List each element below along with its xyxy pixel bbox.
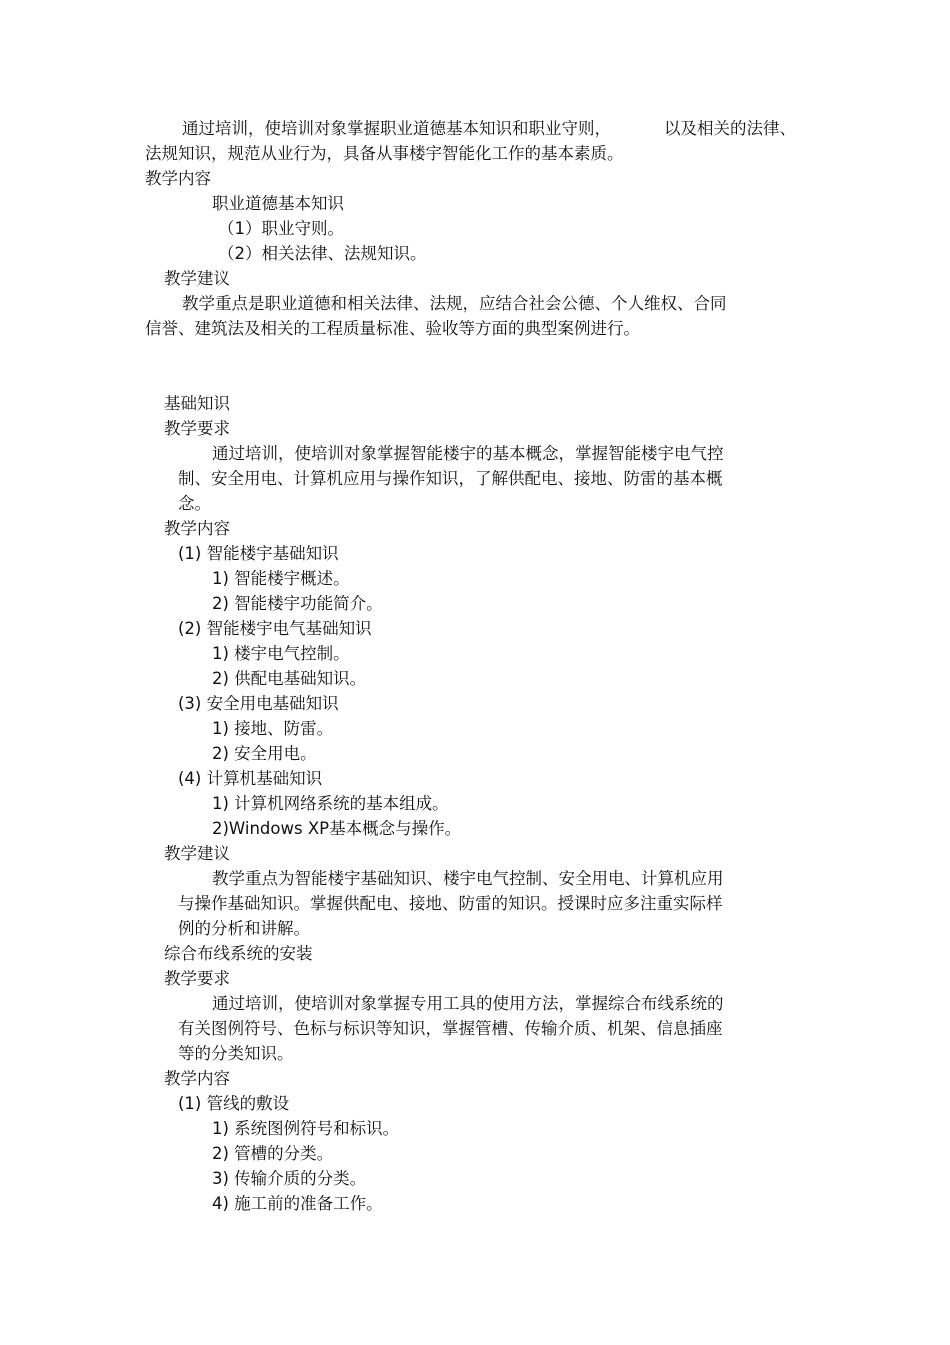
section2-group-item: 1) 计算机网络系统的基本组成。 — [212, 794, 449, 813]
section2-group-item: 1) 智能楼宇概述。 — [212, 569, 350, 588]
section1-intro-line2: 法规知识，规范从业行为，具备从事楼宇智能化工作的基本素质。 — [145, 144, 624, 163]
section3-item: 4) 施工前的准备工作。 — [212, 1194, 383, 1213]
section1-advice-line2: 信誉、建筑法及相关的工程质量标准、验收等方面的典型案例进行。 — [145, 319, 640, 338]
section2-group-item: 2) 智能楼宇功能简介。 — [212, 594, 383, 613]
section1-content-title: 职业道德基本知识 — [212, 194, 344, 213]
section2-group-title: (1) 智能楼宇基础知识 — [178, 544, 339, 563]
section1-intro-line1: 通过培训，使培训对象掌握职业道德基本知识和职业守则， — [182, 119, 611, 138]
section2-req-line: 制、安全用电、计算机应用与操作知识，了解供配电、接地、防雷的基本概 — [178, 469, 723, 488]
section2-req-heading: 教学要求 — [164, 419, 230, 438]
section3-content-heading: 教学内容 — [164, 1069, 230, 1088]
section3-group-title: (1) 管线的敷设 — [178, 1094, 290, 1113]
section2-title: 基础知识 — [164, 394, 230, 413]
section3-title: 综合布线系统的安装 — [164, 944, 313, 963]
section2-group-item: 2) 安全用电。 — [212, 744, 317, 763]
section3-item: 2) 管槽的分类。 — [212, 1144, 334, 1163]
section2-group-item: 1) 接地、防雷。 — [212, 719, 334, 738]
section2-advice-line: 教学重点为智能楼宇基础知识、楼宇电气控制、安全用电、计算机应用 — [212, 869, 724, 888]
section2-group-item: 2) 供配电基础知识。 — [212, 669, 367, 688]
section2-advice-line: 与操作基础知识。掌握供配电、接地、防雷的知识。授课时应多注重实际样 — [178, 894, 723, 913]
section1-advice-heading: 教学建议 — [164, 269, 230, 288]
section1-content-item: （1）职业守则。 — [218, 219, 344, 238]
section2-req-line: 念。 — [178, 494, 211, 513]
section2-group-title: (3) 安全用电基础知识 — [178, 694, 339, 713]
section1-content-item: （2）相关法律、法规知识。 — [218, 244, 427, 263]
section2-req-line: 通过培训，使培训对象掌握智能楼宇的基本概念，掌握智能楼宇电气控 — [212, 444, 724, 463]
section2-content-heading: 教学内容 — [164, 519, 230, 538]
section3-item: 3) 传输介质的分类。 — [212, 1169, 367, 1188]
section3-req-heading: 教学要求 — [164, 969, 230, 988]
section2-group-title: (4) 计算机基础知识 — [178, 769, 323, 788]
section1-intro-line1-tail: 以及相关的法律、 — [664, 119, 796, 138]
section2-group-item: 1) 楼宇电气控制。 — [212, 644, 350, 663]
section3-req-line: 等的分类知识。 — [178, 1044, 294, 1063]
section1-content-heading: 教学内容 — [145, 169, 211, 188]
section1-advice-line1: 教学重点是职业道德和相关法律、法规，应结合社会公德、个人维权、合同 — [182, 294, 727, 313]
section3-req-line: 有关图例符号、色标与标识等知识，掌握管槽、传输介质、机架、信息插座 — [178, 1019, 723, 1038]
section3-req-line: 通过培训，使培训对象掌握专用工具的使用方法，掌握综合布线系统的 — [212, 994, 724, 1013]
section2-group-item: 2)Windows XP基本概念与操作。 — [212, 819, 462, 838]
section2-advice-heading: 教学建议 — [164, 844, 230, 863]
section3-item: 1) 系统图例符号和标识。 — [212, 1119, 400, 1138]
section2-group-title: (2) 智能楼宇电气基础知识 — [178, 619, 372, 638]
section2-advice-line: 例的分析和讲解。 — [178, 919, 310, 938]
